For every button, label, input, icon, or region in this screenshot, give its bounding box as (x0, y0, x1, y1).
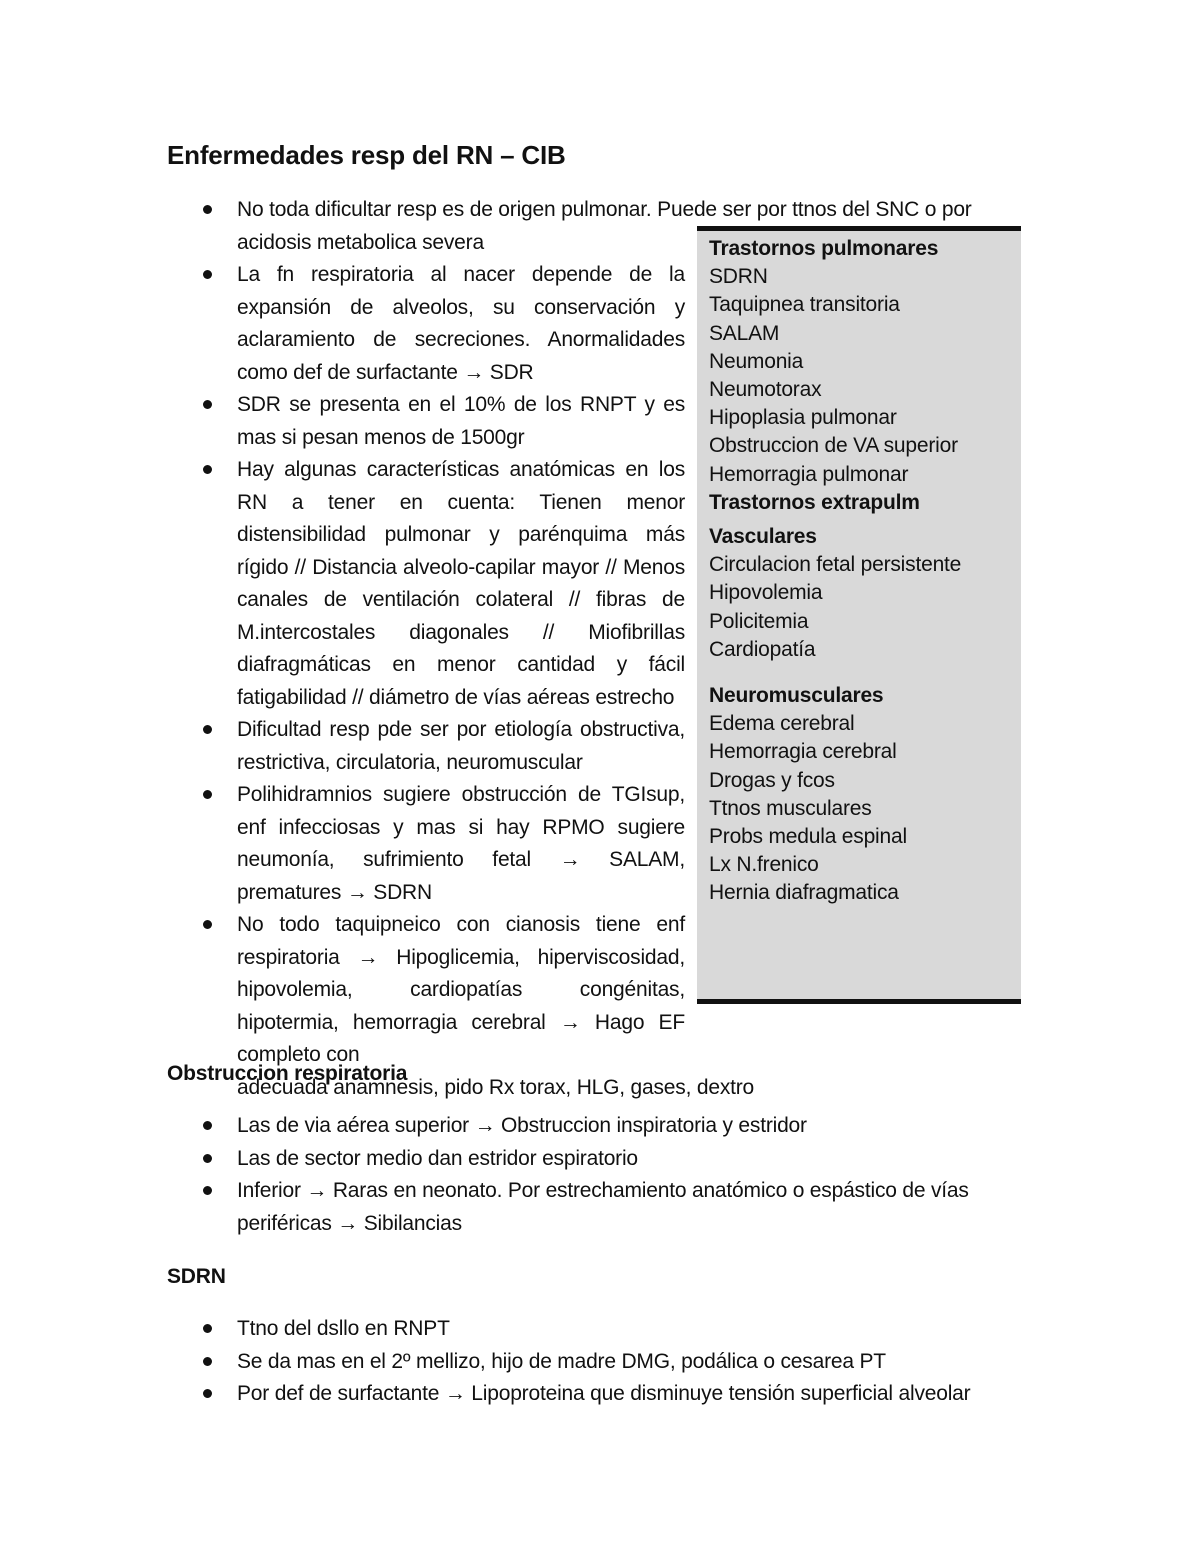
page-title: Enfermedades resp del RN – CIB (167, 140, 566, 170)
bullet-icon (203, 725, 212, 734)
bullet-text: Dificultad resp pde ser por etiología obstructiva, restrictiva, circulatoria, neuromuscular (237, 718, 685, 774)
bullet-icon (203, 1389, 212, 1398)
list-item (167, 1378, 1037, 1411)
box-item: Hernia diafragmatica (709, 881, 899, 905)
bullet-text: Las de sector medio dan estridor espiratorio (237, 1146, 638, 1170)
bullet-icon (203, 205, 212, 214)
list-item (167, 779, 685, 909)
list-item (167, 1175, 1037, 1240)
bullet-icon (203, 790, 212, 799)
list-item (167, 1346, 1037, 1379)
bullet-text: Hay algunas características anatómicas en los RN a tener en cuenta: Tienen menor distensibilidad pulmonar y parénquima más rígido // Distancia alveolo-capilar mayor // Menos canales de ventilación colateral // fibras de M.intercostales diagonales // Miofibrillas diafragmáticas en menor cantidad y fácil fatigabilidad // diámetro de vías aéreas estrecho (237, 458, 685, 709)
bullet-icon (203, 1186, 212, 1195)
bullet-icon (203, 270, 212, 279)
box-item: Hipovolemia (709, 581, 823, 605)
box-item: Hipoplasia pulmonar (709, 406, 897, 430)
bullet-icon (203, 920, 212, 929)
list-item (167, 454, 685, 714)
list-item (167, 1110, 1037, 1143)
box-item: Ttnos musculares (709, 796, 872, 820)
box-item: Neumotorax (709, 378, 822, 402)
group-title-pulmonares: Trastornos pulmonares (709, 237, 939, 260)
bullet-icon (203, 1324, 212, 1333)
group-title-extrapulm: Trastornos extrapulm (709, 490, 920, 514)
section-heading-sdrn: SDRN (167, 1265, 226, 1288)
group-title-vasculares: Vasculares (709, 525, 817, 549)
bullet-text: Las de via aérea superior → Obstruccion inspiratoria y estridor (237, 1114, 807, 1137)
bullet-text: No toda dificultar resp es de origen pulmonar. Puede ser por ttnos del SNC o por acidosis metabolica severa (237, 198, 972, 254)
box-item: Probs medula espinal (709, 825, 907, 849)
list-item (167, 714, 685, 779)
list-item (167, 259, 685, 389)
bullet-text: adecuada anamnesis, pido Rx torax, HLG, gases, dextro (237, 1075, 755, 1099)
bullet-text: Inferior → Raras en neonato. Por estrechamiento anatómico o espástico de vías periféricas → Sibilancias (237, 1179, 969, 1235)
list-item (167, 389, 685, 454)
box-item: Drogas y fcos (709, 768, 835, 792)
bullet-text: Por def de surfactante → Lipoproteina que disminuye tensión superficial alveolar (237, 1382, 971, 1405)
bullet-icon (203, 465, 212, 474)
bullet-text: Polihidramnios sugiere obstrucción de TGIsup, enf infecciosas y mas si hay RPMO sugiere neumonía, sufrimiento fetal → SALAM, prematures → SDRN (237, 783, 685, 904)
list-item (167, 1143, 1037, 1176)
bullet-text: La fn respiratoria al nacer depende de la expansión de alveolos, su conservación y aclaramiento de secreciones. Anormalidades como def de surfactante → SDR (237, 263, 685, 384)
box-item: Obstruccion de VA superior (709, 434, 958, 458)
bullet-icon (203, 1154, 212, 1163)
obstruccion-bullet-list (167, 1110, 1037, 1240)
box-item: Cardiopatía (709, 637, 816, 661)
sdrn-bullet-list (167, 1313, 1037, 1411)
box-item: Policitemia (709, 609, 809, 633)
bullet-text: SDR se presenta en el 10% de los RNPT y es mas si pesan menos de 1500gr (237, 393, 685, 449)
box-item: SALAM (709, 321, 780, 345)
box-item: Taquipnea transitoria (709, 293, 900, 317)
group-title-neuromusculares: Neuromusculares (709, 684, 884, 708)
differential-diagnosis-box (697, 226, 1021, 1004)
box-item: Circulacion fetal persistente (709, 553, 962, 577)
bullet-icon (203, 1121, 212, 1130)
bullet-text: No todo taquipneico con cianosis tiene enf respiratoria → Hipoglicemia, hiperviscosidad, hipovolemia, cardiopatías congénitas, hipotermia, hemorragia cerebral → Hago EF completo con (237, 913, 685, 1066)
box-item: Neumonia (709, 349, 804, 373)
bullet-icon (203, 1357, 212, 1366)
box-item: Lx N.frenico (709, 853, 819, 877)
bullet-text: Ttno del dsllo en RNPT (237, 1317, 450, 1340)
box-item: SDRN (709, 265, 768, 289)
box-item: Hemorragia pulmonar (709, 462, 909, 486)
section-heading-obstruccion: Obstruccion respiratoria (167, 1062, 408, 1085)
bullet-icon (203, 400, 212, 409)
box-item: Edema cerebral (709, 712, 855, 736)
bullet-text: Se da mas en el 2º mellizo, hijo de madre DMG, podálica o cesarea PT (237, 1349, 886, 1373)
box-item: Hemorragia cerebral (709, 740, 897, 764)
list-item (167, 909, 685, 1072)
list-item (167, 1313, 1037, 1346)
